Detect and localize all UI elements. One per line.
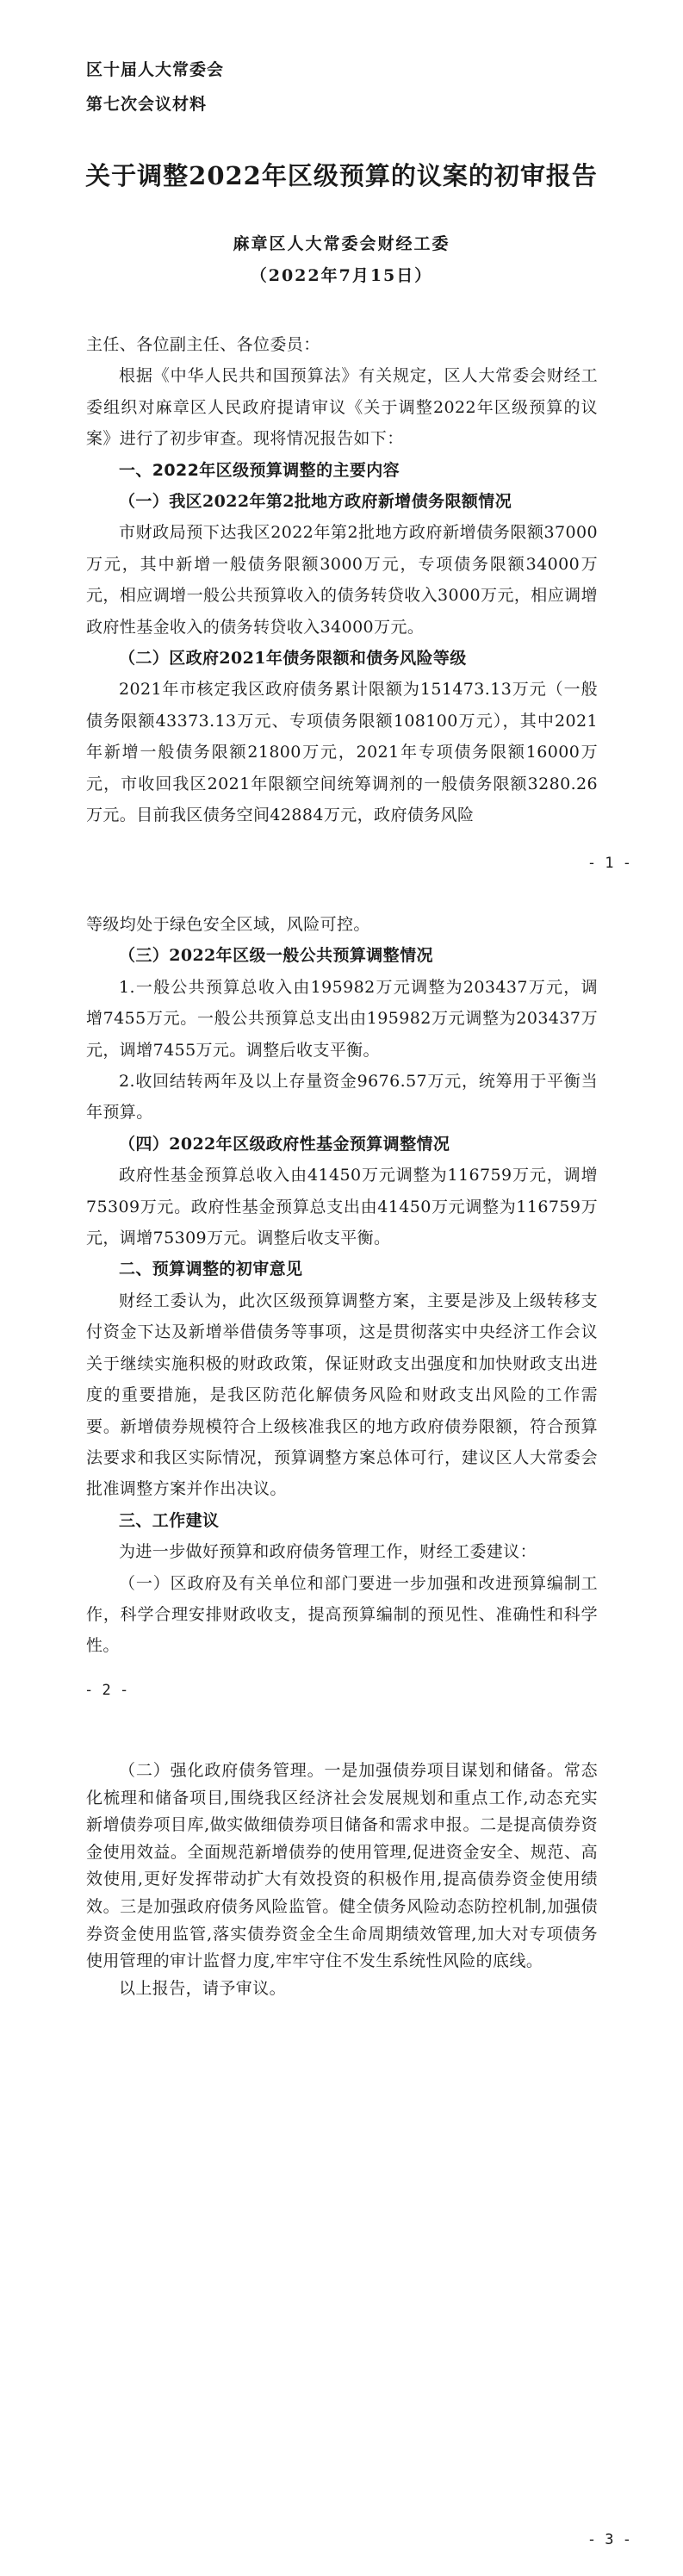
- section-3-heading: 三、工作建议: [119, 1510, 220, 1530]
- meeting-materials-label: 第七次会议材料: [86, 95, 208, 114]
- date-line: （2022年7月15日）: [250, 266, 433, 285]
- page-number-3: - 3 -: [587, 2531, 631, 2548]
- document-title: 关于调整2022年区级预算的议案的初审报告: [85, 161, 598, 190]
- section-3-item-2: （二）强化政府债务管理。一是加强债券项目谋划和储备。常态化梳理和储备项目,围绕我区经济社会发展规划和重点工作,动态充实新增债券项目库,做实做细债券项目储备和需求申报。二是提高债券资金使用效益。全面规范新增债券的使用管理,促进资金安全、规范、高效使用,更好发挥带动扩大有效投资的积极作用,提高债券资金使用绩效。三是加强政府债务风险监管。健全债务风险动态防控机制,加强债券资金使用监管,落实债券资金全生命周期绩效管理,加大对专项债务使用管理的审计监督力度,牢牢守住不发生系统性风险的底线。: [86, 1761, 598, 1971]
- page-3-body: [86, 1758, 598, 2002]
- page-number-1: - 1 -: [587, 855, 631, 872]
- section-3-item-1: （一）区政府及有关单位和部门要进一步加强和改进预算编制工作，科学合理安排财政收支，提高预算编制的预见性、准确性和科学性。: [86, 1573, 598, 1656]
- section-1-sub-3-item-1: 1.一般公共预算总收入由195982万元调整为203437万元，调增7455万元。一般公共预算总支出由195982万元调整为203437万元，调增7455万元。调整后收支平衡。: [86, 977, 598, 1060]
- section-1-heading: 一、2022年区级预算调整的主要内容: [119, 460, 400, 480]
- page-3: [0, 1749, 683, 2576]
- page-1-body: [86, 329, 598, 831]
- page-2: [0, 892, 683, 1749]
- section-1-sub-1-text: 市财政局预下达我区2022年第2批地方政府新增债务限额37000万元，其中新增一般债务限额3000万元，专项债务限额34000万元，相应调增一般公共预算收入的债务转贷收入3000万元，相应调增政府性基金收入的债务转贷收入34000万元。: [86, 523, 598, 637]
- section-1-sub-2-text-part2: 等级均处于绿色安全区域，风险可控。: [86, 915, 370, 934]
- salutation: 主任、各位副主任、各位委员：: [86, 335, 320, 354]
- intro-paragraph: 根据《中华人民共和国预算法》有关规定，区人大常委会财经工委组织对麻章区人民政府提请审议《关于调整2022年区级预算的议案》进行了初步审查。现将情况报告如下：: [86, 366, 598, 449]
- section-1-sub-4-heading: （四）2022年区级政府性基金预算调整情况: [119, 1134, 450, 1154]
- section-2-text: 财经工委认为，此次区级预算调整方案，主要是涉及上级转移支付资金下达及新增举借债务等事项，这是贯彻落实中央经济工作会议关于继续实施积极的财政政策，保证财政支出强度和加快财政支出进度的重要措施，是我区防范化解债务风险和财政支出风险的工作需要。新增债券规模符合上级核准我区的地方政府债券限额，符合预算法要求和我区实际情况，预算调整方案总体可行，建议区人大常委会批准调整方案并作出决议。: [86, 1291, 598, 1499]
- section-1-sub-2-text-part1: 2021年市核定我区政府债务累计限额为151473.13万元（一般债务限额43373.13万元、专项债务限额108100万元），其中2021年新增一般债务限额21800万元，2021年专项债务限额16000万元，市收回我区2021年限额空间统筹调剂的一般债务限额3280.26万元。目前我区债务空间42884万元，政府债务风险: [86, 680, 598, 825]
- page-1: [0, 0, 683, 892]
- section-2-heading: 二、预算调整的初审意见: [119, 1260, 303, 1279]
- section-1-sub-1-heading: （一）我区2022年第2批地方政府新增债务限额情况: [119, 492, 512, 512]
- session-label: 区十届人大常委会: [86, 60, 225, 79]
- page-2-body: [86, 909, 598, 1662]
- section-1-sub-3-heading: （三）2022年区级一般公共预算调整情况: [119, 946, 433, 966]
- section-1-sub-2-heading: （二）区政府2021年债务限额和债务风险等级: [119, 649, 467, 669]
- section-1-sub-4-text: 政府性基金预算总收入由41450万元调整为116759万元，调增75309万元。政府性基金预算总支出由41450万元调整为116759万元，调增75309万元。调整后收支平衡。: [86, 1166, 598, 1248]
- page-number-2: - 2 -: [84, 1682, 129, 1699]
- author-line: 麻章区人大常委会财经工委: [233, 234, 450, 253]
- section-1-sub-3-item-2: 2.收回结转两年及以上存量资金9676.57万元，统筹用于平衡当年预算。: [86, 1072, 598, 1123]
- closing-line: 以上报告，请予审议。: [119, 1978, 287, 1998]
- section-3-intro: 为进一步做好预算和政府债务管理工作，财经工委建议：: [119, 1542, 537, 1562]
